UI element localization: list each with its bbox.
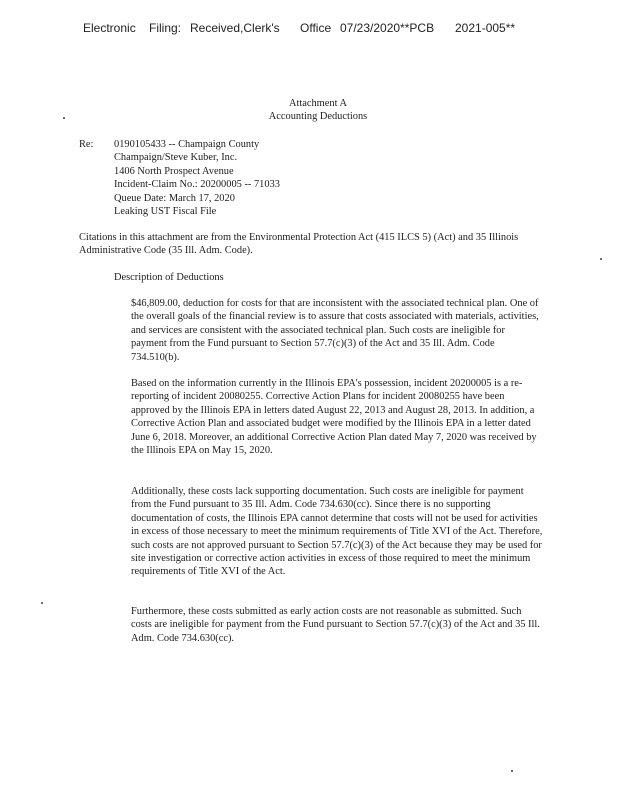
scan-speck [511, 770, 513, 772]
deduction-paragraph: Additionally, these costs lack supporting documentation. Such costs are ineligible for payment from the Fund pursuant to 35 Ill. Adm. Code 734.630(cc). Since there is no supporting documentation of costs, the Illinois EPA cannot determine that costs will not be used for activities in excess of those necessary to meet the minimum requirements of Title XVI of the Act. Therefore, such costs are not approved pursuant to Section 57.7(c)(3) of the Act because they may be used for site investigation or corrective action activities in excess of those required to meet the minimum requirements of Title XVI of the Act. [131, 486, 543, 578]
re-line: Champaign/Steve Kuber, Inc. [114, 152, 238, 164]
deduction-paragraph: $46,809.00, deduction for costs for that are inconsistent with the associated technical plan. One of the overall goals of the financial review is to assure that costs associated with materials, activities, and services are consistent with the associated technical plan. Such costs are ineligible for payment from the Fund pursuant to Section 57.7(c)(3) of the Act and 35 Ill. Adm. Code 734.510(b). [131, 298, 539, 363]
header-received: Received,Clerk's [190, 21, 280, 35]
scan-speck [600, 258, 602, 260]
re-line: 1406 North Prospect Avenue [114, 165, 234, 177]
scan-speck [63, 117, 65, 119]
header-office: Office [300, 21, 332, 35]
re-line: Leaking UST Fiscal File [114, 206, 217, 218]
deduction-paragraph: Furthermore, these costs submitted as early action costs are not reasonable as submitted. Such costs are ineligible for payment from the Fund pursuant to Section 57.7(c)(3) of the Act and 35 Ill. Adm. Code 734.630(cc). [131, 606, 540, 644]
header-electronic: Electronic [83, 21, 136, 35]
re-line: 0190105433 -- Champaign County [114, 139, 260, 150]
description-heading: Description of Deductions [114, 272, 224, 283]
attachment-title: Attachment A [288, 98, 347, 109]
re-line: Queue Date: March 17, 2020 [114, 192, 235, 204]
re-line: Incident-Claim No.: 20200005 -- 71033 [114, 179, 280, 191]
re-label: Re: [79, 139, 94, 150]
header-filing: Filing: [149, 21, 182, 35]
attachment-subtitle: Accounting Deductions [268, 111, 368, 122]
citations-paragraph: Citations in this attachment are from the Environmental Protection Act (415 ILCS 5) (Act) and 35 Illinois Administrative Code (35 Ill. Adm. Code). [79, 232, 519, 257]
header-date: 07/23/2020**PCB [340, 21, 435, 35]
efiling-stamp-header [0, 21, 618, 37]
header-case-number: 2021-005** [455, 21, 516, 35]
scan-speck [41, 602, 43, 604]
deduction-paragraph: Based on the information currently in the Illinois EPA's possession, incident 20200005 is a re-reporting of incident 20080255. Corrective Action Plans for incident 20080255 have been approved by the Illinois EPA in letters dated August 22, 2013 and August 28, 2013. In addition, a Corrective Action Plan and associated budget were modified by the Illinois EPA in a letter dated June 6, 2018. Moreover, an additional Corrective Action Plan dated May 7, 2020 was received by the Illinois EPA on May 15, 2020. [131, 378, 537, 457]
re-address-block [114, 138, 280, 218]
